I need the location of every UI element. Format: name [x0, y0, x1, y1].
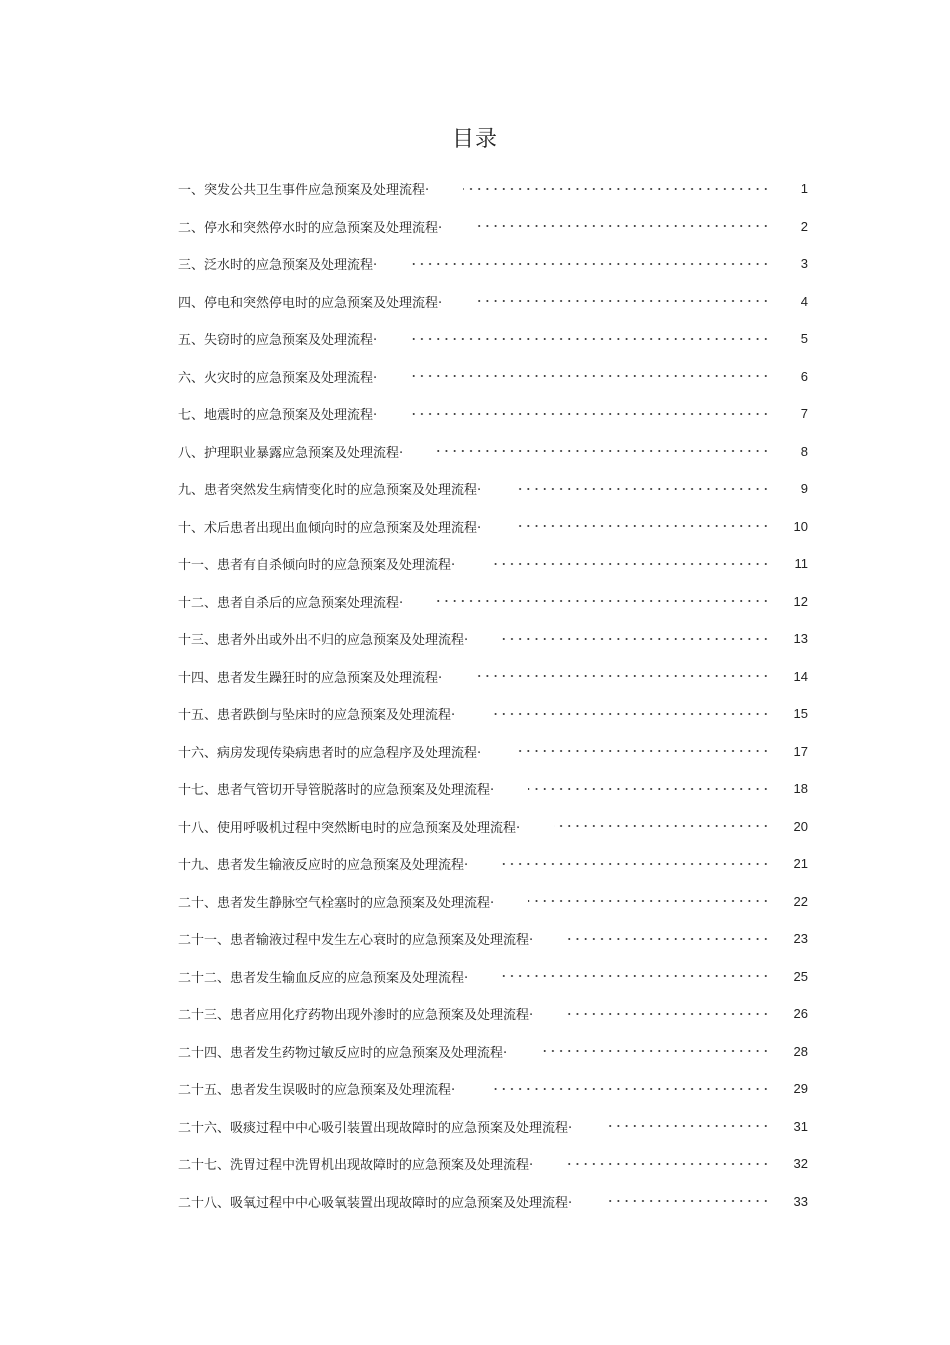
dot-leader	[515, 488, 770, 490]
toc-entry-title: 十、术后患者出现出血倾向时的应急预案及处理流程·	[178, 520, 482, 536]
dot-leader	[502, 975, 770, 977]
dot-leader	[541, 1050, 770, 1052]
toc-entry-page-number: 11	[794, 556, 808, 572]
toc-entry-page-number: 8	[800, 443, 808, 459]
toc-entry[interactable]	[178, 245, 808, 283]
toc-entry-page-number: 14	[793, 668, 808, 684]
toc-entry[interactable]	[178, 283, 808, 321]
toc-entry-page-number: 9	[800, 481, 808, 497]
toc-entry[interactable]	[178, 545, 808, 583]
dot-leader	[567, 938, 770, 940]
toc-entry-page-number: 2	[800, 218, 808, 234]
toc-entry-title: 十二、患者自杀后的应急预案处理流程·	[178, 595, 404, 611]
toc-entry[interactable]	[178, 733, 808, 771]
toc-entry[interactable]	[178, 1108, 808, 1146]
toc-entry-title: 十七、患者气管切开导管脱落时的应急预案及处理流程·	[178, 783, 495, 799]
dot-leader	[411, 375, 770, 377]
toc-entry[interactable]	[178, 658, 808, 696]
toc-entry-title: 三、泛水时的应急预案及处理流程·	[178, 258, 378, 274]
toc-entry-title: 十五、患者跌倒与坠床时的应急预案及处理流程·	[178, 708, 456, 724]
toc-entry-page-number: 33	[793, 1193, 808, 1209]
dot-leader	[502, 863, 770, 865]
toc-entry-page-number: 5	[800, 331, 808, 347]
dot-leader	[502, 638, 770, 640]
toc-entry-page-number: 13	[793, 631, 808, 647]
toc-entry[interactable]	[178, 1070, 808, 1108]
toc-title: 目录	[451, 127, 498, 152]
dot-leader	[489, 713, 770, 715]
toc-entry-page-number: 18	[793, 781, 808, 797]
toc-entry[interactable]	[178, 470, 808, 508]
toc-entry-page-number: 12	[793, 593, 808, 609]
dot-leader	[528, 788, 770, 790]
toc-entry-page-number: 15	[793, 706, 808, 722]
toc-entry-title: 一、突发公共卫生事件应急预案及处理流程·	[178, 183, 430, 199]
dot-leader	[411, 263, 770, 265]
toc-entry-page-number: 22	[793, 893, 808, 909]
dot-leader	[411, 338, 770, 340]
toc-entry-page-number: 1	[800, 181, 808, 197]
toc-entry-title: 五、失窃时的应急预案及处理流程·	[178, 333, 378, 349]
toc-entry-title: 二十四、患者发生药物过敏反应时的应急预案及处理流程·	[178, 1045, 508, 1061]
dot-leader	[515, 750, 770, 752]
dot-leader	[463, 188, 770, 190]
toc-entry[interactable]	[178, 508, 808, 546]
toc-entry[interactable]	[178, 433, 808, 471]
dot-leader	[606, 1125, 770, 1127]
toc-entry-page-number: 28	[793, 1043, 808, 1059]
toc-entry-page-number: 6	[800, 368, 808, 384]
toc-entry[interactable]	[178, 358, 808, 396]
toc-entry-page-number: 31	[793, 1118, 808, 1134]
toc-entry-page-number: 25	[793, 968, 808, 984]
toc-entry[interactable]	[178, 1145, 808, 1183]
toc-entry-page-number: 20	[793, 818, 808, 834]
dot-leader	[567, 1163, 770, 1165]
toc-entry-page-number: 7	[800, 406, 808, 422]
dot-leader	[489, 1088, 770, 1090]
toc-entry-title: 二十二、患者发生输血反应的应急预案及处理流程·	[178, 970, 469, 986]
toc-entry-title: 二十五、患者发生误吸时的应急预案及处理流程·	[178, 1083, 456, 1099]
dot-leader	[476, 675, 770, 677]
dot-leader	[437, 600, 770, 602]
toc-entry[interactable]	[178, 1183, 808, 1221]
toc-entry-title: 九、患者突然发生病情变化时的应急预案及处理流程·	[178, 483, 482, 499]
dot-leader	[606, 1200, 770, 1202]
toc-entry-title: 二十六、吸痰过程中中心吸引装置出现故障时的应急预案及处理流程·	[178, 1120, 573, 1136]
toc-entry[interactable]	[178, 770, 808, 808]
toc-entry-page-number: 4	[800, 293, 808, 309]
toc-entry-title: 四、停电和突然停电时的应急预案及处理流程·	[178, 295, 443, 311]
dot-leader	[567, 1013, 770, 1015]
toc-entry-page-number: 17	[793, 743, 808, 759]
toc-entry[interactable]	[178, 1033, 808, 1071]
toc-entry-title: 十四、患者发生躁狂时的应急预案及处理流程·	[178, 670, 443, 686]
dot-leader	[411, 413, 770, 415]
dot-leader	[437, 450, 770, 452]
toc-entry[interactable]	[178, 883, 808, 921]
dot-leader	[489, 563, 770, 565]
toc-entry[interactable]	[178, 320, 808, 358]
toc-entry-page-number: 3	[800, 256, 808, 272]
dot-leader	[476, 225, 770, 227]
toc-entry-page-number: 32	[793, 1156, 808, 1172]
toc-entry[interactable]	[178, 583, 808, 621]
toc-entry[interactable]	[178, 920, 808, 958]
toc-list	[178, 170, 808, 1220]
toc-entry-title: 二十、患者发生静脉空气栓塞时的应急预案及处理流程·	[178, 895, 495, 911]
toc-entry-title: 十一、患者有自杀倾向时的应急预案及处理流程·	[178, 558, 456, 574]
dot-leader	[528, 900, 770, 902]
toc-entry[interactable]	[178, 395, 808, 433]
toc-entry[interactable]	[178, 170, 808, 208]
toc-entry-title: 十三、患者外出或外出不归的应急预案及处理流程·	[178, 633, 469, 649]
toc-entry[interactable]	[178, 620, 808, 658]
toc-entry-title: 二十三、患者应用化疗药物出现外渗时的应急预案及处理流程·	[178, 1008, 534, 1024]
toc-entry-page-number: 29	[793, 1081, 808, 1097]
toc-entry-title: 十六、病房发现传染病患者时的应急程序及处理流程·	[178, 745, 482, 761]
toc-entry[interactable]	[178, 845, 808, 883]
toc-entry-title: 十九、患者发生输液反应时的应急预案及处理流程·	[178, 858, 469, 874]
toc-entry[interactable]	[178, 208, 808, 246]
toc-entry-page-number: 26	[793, 1006, 808, 1022]
toc-entry-title: 二十一、患者输液过程中发生左心衰时的应急预案及处理流程·	[178, 933, 534, 949]
toc-entry-title: 八、护理职业暴露应急预案及处理流程·	[178, 445, 404, 461]
toc-entry-title: 七、地震时的应急预案及处理流程·	[178, 408, 378, 424]
toc-entry-page-number: 23	[793, 931, 808, 947]
toc-entry-title: 二十七、洗胃过程中洗胃机出现故障时的应急预案及处理流程·	[178, 1158, 534, 1174]
toc-entry[interactable]	[178, 808, 808, 846]
toc-entry-title: 六、火灾时的应急预案及处理流程·	[178, 370, 378, 386]
toc-entry-page-number: 10	[793, 518, 808, 534]
toc-entry[interactable]	[178, 995, 808, 1033]
toc-entry-title: 二十八、吸氧过程中中心吸氧装置出现故障时的应急预案及处理流程·	[178, 1195, 573, 1211]
dot-leader	[476, 300, 770, 302]
dot-leader	[554, 825, 770, 827]
toc-entry[interactable]	[178, 695, 808, 733]
dot-leader	[515, 525, 770, 527]
toc-entry-title: 二、停水和突然停水时的应急预案及处理流程·	[178, 220, 443, 236]
toc-entry[interactable]	[178, 958, 808, 996]
toc-entry-page-number: 21	[793, 856, 808, 872]
toc-entry-title: 十八、使用呼吸机过程中突然断电时的应急预案及处理流程·	[178, 820, 521, 836]
